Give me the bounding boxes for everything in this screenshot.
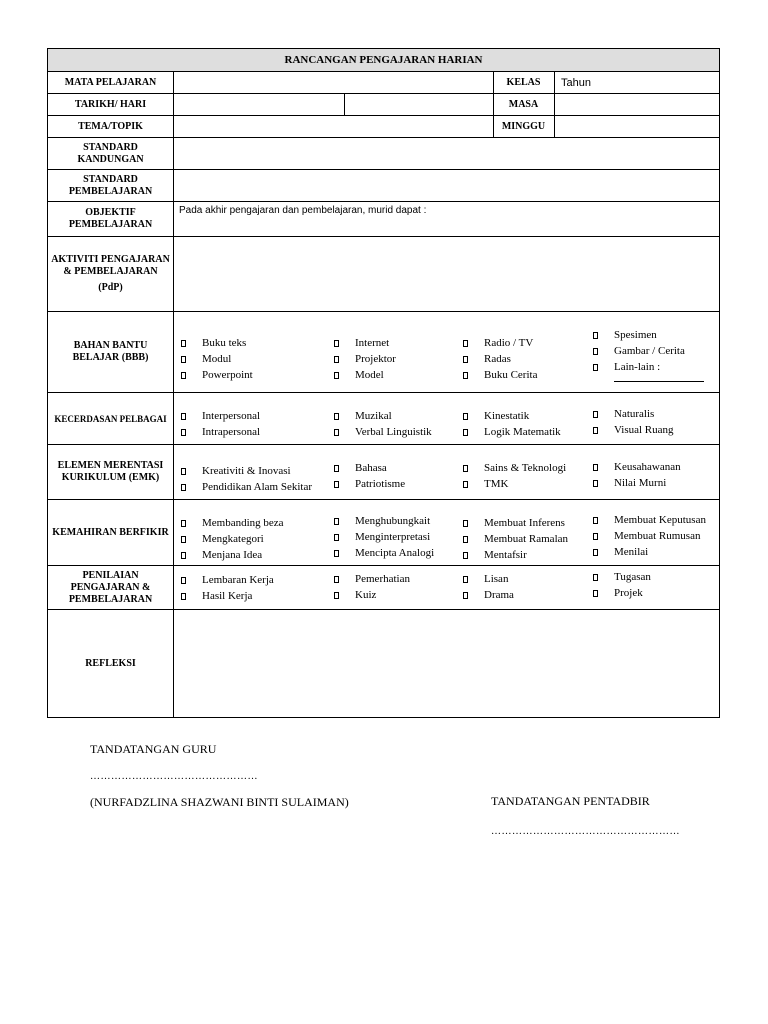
emk-option[interactable]: Sains & Teknologi	[463, 460, 566, 476]
penilaian-option[interactable]: Pemerhatian	[334, 571, 410, 587]
kecerdasan-option[interactable]: Interpersonal	[181, 408, 260, 424]
kemahiran-option[interactable]: Membuat Rumusan	[593, 528, 706, 544]
checkbox-icon[interactable]	[181, 429, 186, 436]
minggu-label: MINGGU	[501, 121, 546, 132]
checkbox-icon[interactable]	[593, 533, 598, 540]
kemahiran-option[interactable]: Mengkategori	[181, 531, 284, 547]
standard-pembelajaran-label: STANDARD PEMBELAJARAN	[48, 170, 174, 201]
kemahiran-option[interactable]: Menghubungkait	[334, 513, 434, 529]
checkbox-icon[interactable]	[463, 340, 468, 347]
penilaian-option[interactable]: Lembaran Kerja	[181, 572, 274, 588]
lain-lain-line[interactable]	[614, 375, 704, 382]
checkbox-icon[interactable]	[181, 552, 186, 559]
checkbox-icon[interactable]	[181, 520, 186, 527]
bbb-option[interactable]: Powerpoint	[181, 367, 253, 383]
checkbox-icon[interactable]	[463, 552, 468, 559]
penilaian-col-1	[181, 572, 274, 604]
checkbox-icon[interactable]	[334, 413, 339, 420]
standard-kandungan-label: STANDARD KANDUNGAN	[48, 138, 174, 169]
emk-option[interactable]: TMK	[463, 476, 566, 492]
kelas-label: KELAS	[506, 77, 541, 88]
checkbox-icon[interactable]	[463, 372, 468, 379]
checkbox-icon[interactable]	[593, 590, 598, 597]
emk-label: ELEMEN MERENTASI KURIKULUM (EMK)	[48, 445, 174, 499]
kecerdasan-option[interactable]: Visual Ruang	[593, 422, 674, 438]
bbb-col-1	[181, 335, 253, 383]
checkbox-icon[interactable]	[593, 464, 598, 471]
tema-label: TEMA/TOPIK	[48, 116, 174, 137]
bbb-option[interactable]: Gambar / Cerita	[593, 343, 704, 359]
kemahiran-option[interactable]: Menilai	[593, 544, 706, 560]
kecerdasan-option[interactable]: Verbal Linguistik	[334, 424, 432, 440]
kecerdasan-option[interactable]: Logik Matematik	[463, 424, 561, 440]
bbb-option[interactable]: Radas	[463, 351, 537, 367]
penilaian-option[interactable]: Lisan	[463, 571, 514, 587]
emk-option[interactable]: Keusahawanan	[593, 459, 681, 475]
checkbox-icon[interactable]	[334, 518, 339, 525]
checkbox-icon[interactable]	[181, 536, 186, 543]
checkbox-icon[interactable]	[463, 465, 468, 472]
checkbox-icon[interactable]	[181, 468, 186, 475]
kemahiran-col-4	[593, 512, 706, 560]
checkbox-icon[interactable]	[593, 517, 598, 524]
bbb-option[interactable]: Radio / TV	[463, 335, 537, 351]
checkbox-icon[interactable]	[334, 481, 339, 488]
refleksi-row	[48, 609, 719, 717]
kemahiran-option[interactable]: Membuat Keputusan	[593, 512, 706, 528]
pentadbir-signature-line[interactable]: ………………………………………………	[491, 826, 680, 837]
checkbox-icon[interactable]	[463, 520, 468, 527]
title-row	[48, 49, 719, 71]
penilaian-row	[48, 565, 719, 609]
bbb-option[interactable]: Projektor	[334, 351, 396, 367]
checkbox-icon[interactable]	[334, 340, 339, 347]
kecerdasan-option[interactable]: Naturalis	[593, 406, 674, 422]
kemahiran-option[interactable]: Menjana Idea	[181, 547, 284, 563]
guru-signature-label: TANDATANGAN GURU	[90, 742, 217, 756]
kemahiran-col-1	[181, 515, 284, 563]
checkbox-icon[interactable]	[181, 356, 186, 363]
kecerdasan-label: KECERDASAN PELBAGAI	[48, 393, 174, 444]
bbb-col-2	[334, 335, 396, 383]
lesson-plan-form	[47, 48, 720, 718]
kelas-value[interactable]: Tahun	[561, 76, 591, 89]
form-title: RANCANGAN PENGAJARAN HARIAN	[48, 49, 719, 71]
emk-col-1	[181, 463, 312, 495]
bbb-option[interactable]: Internet	[334, 335, 396, 351]
checkbox-icon[interactable]	[334, 465, 339, 472]
checkbox-icon[interactable]	[334, 534, 339, 541]
tarikh-row	[48, 93, 719, 115]
emk-row	[48, 444, 719, 499]
penilaian-option[interactable]: Kuiz	[334, 587, 410, 603]
checkbox-icon[interactable]	[463, 413, 468, 420]
mata-pelajaran-row	[48, 71, 719, 93]
emk-option[interactable]: Pendidikan Alam Sekitar	[181, 479, 312, 495]
checkbox-icon[interactable]	[181, 413, 186, 420]
kemahiran-col-2	[334, 513, 434, 561]
checkbox-icon[interactable]	[593, 427, 598, 434]
checkbox-icon[interactable]	[593, 332, 598, 339]
checkbox-icon[interactable]	[463, 481, 468, 488]
checkbox-icon[interactable]	[334, 372, 339, 379]
objektif-label: OBJEKTIF PEMBELAJARAN	[48, 202, 174, 236]
emk-col-4	[593, 459, 681, 491]
checkbox-icon[interactable]	[181, 484, 186, 491]
emk-option[interactable]: Nilai Murni	[593, 475, 681, 491]
kemahiran-option[interactable]: Mencipta Analogi	[334, 545, 434, 561]
guru-signature-line[interactable]: …………………………………………	[90, 771, 258, 782]
penilaian-option[interactable]: Tugasan	[593, 569, 651, 585]
emk-col-3	[463, 460, 566, 492]
objektif-value[interactable]: Pada akhir pengajaran dan pembelajaran, murid dapat :	[179, 205, 427, 216]
masa-label: MASA	[508, 99, 539, 110]
penilaian-option[interactable]: Projek	[593, 585, 651, 601]
bbb-row	[48, 311, 719, 392]
bbb-col-3	[463, 335, 537, 383]
penilaian-col-4	[593, 569, 651, 601]
checkbox-icon[interactable]	[334, 550, 339, 557]
kemahiran-row	[48, 499, 719, 565]
kecerdasan-col-4	[593, 406, 674, 438]
aktiviti-label-cell	[48, 237, 174, 311]
emk-col-2	[334, 460, 405, 492]
pentadbir-signature-label: TANDATANGAN PENTADBIR	[491, 794, 650, 808]
kecerdasan-row	[48, 392, 719, 444]
kemahiran-option[interactable]: Membanding beza	[181, 515, 284, 531]
kemahiran-label: KEMAHIRAN BERFIKIR	[48, 500, 174, 565]
bbb-option[interactable]: Buku teks	[181, 335, 253, 351]
checkbox-icon[interactable]	[334, 592, 339, 599]
checkbox-icon[interactable]	[463, 356, 468, 363]
refleksi-label: REFLEKSI	[48, 610, 174, 717]
bbb-option[interactable]: Model	[334, 367, 396, 383]
checkbox-icon[interactable]	[181, 593, 186, 600]
bbb-option[interactable]: Spesimen	[593, 327, 704, 343]
kemahiran-option[interactable]: Mentafsir	[463, 547, 568, 563]
emk-option[interactable]: Patriotisme	[334, 476, 405, 492]
kecerdasan-option[interactable]: Kinestatik	[463, 408, 561, 424]
kecerdasan-col-2	[334, 408, 432, 440]
kemahiran-col-3	[463, 515, 568, 563]
penilaian-col-3	[463, 571, 514, 603]
penilaian-option[interactable]: Hasil Kerja	[181, 588, 274, 604]
mata-pelajaran-label: MATA PELAJARAN	[48, 72, 174, 93]
checkbox-icon[interactable]	[593, 364, 598, 371]
bbb-col-4	[593, 327, 704, 382]
kecerdasan-option[interactable]: Intrapersonal	[181, 424, 260, 440]
checkbox-icon[interactable]	[593, 348, 598, 355]
kemahiran-option[interactable]: Membuat Ramalan	[463, 531, 568, 547]
standard-pembelajaran-row	[48, 169, 719, 201]
checkbox-icon[interactable]	[181, 372, 186, 379]
bbb-option[interactable]: Buku Cerita	[463, 367, 537, 383]
bbb-option[interactable]: Lain-lain :	[593, 359, 704, 375]
aktiviti-label: AKTIVITI PENGAJARAN & PEMBELAJARAN	[51, 254, 170, 277]
checkbox-icon[interactable]	[181, 340, 186, 347]
bbb-label: BAHAN BANTU BELAJAR (BBB)	[48, 312, 174, 392]
checkbox-icon[interactable]	[463, 592, 468, 599]
checkbox-icon[interactable]	[334, 429, 339, 436]
checkbox-icon[interactable]	[334, 356, 339, 363]
penilaian-label: PENILAIAN PENGAJARAN & PEMBELAJARAN	[48, 566, 174, 609]
kecerdasan-col-1	[181, 408, 260, 440]
checkbox-icon[interactable]	[181, 577, 186, 584]
checkbox-icon[interactable]	[593, 574, 598, 581]
tarikh-label: TARIKH/ HARI	[48, 94, 174, 115]
objektif-row	[48, 201, 719, 236]
kecerdasan-option[interactable]: Muzikal	[334, 408, 432, 424]
kecerdasan-col-3	[463, 408, 561, 440]
checkbox-icon[interactable]	[463, 576, 468, 583]
emk-option[interactable]: Kreativiti & Inovasi	[181, 463, 312, 479]
checkbox-icon[interactable]	[463, 429, 468, 436]
bbb-option[interactable]: Modul	[181, 351, 253, 367]
penilaian-option[interactable]: Drama	[463, 587, 514, 603]
tema-row	[48, 115, 719, 137]
aktiviti-pdp-label: (PdP)	[98, 282, 123, 293]
checkbox-icon[interactable]	[593, 480, 598, 487]
standard-kandungan-row	[48, 137, 719, 169]
penilaian-col-2	[334, 571, 410, 603]
kemahiran-option[interactable]: Membuat Inferens	[463, 515, 568, 531]
checkbox-icon[interactable]	[334, 576, 339, 583]
checkbox-icon[interactable]	[593, 411, 598, 418]
checkbox-icon[interactable]	[593, 549, 598, 556]
guru-name: (NURFADZLINA SHAZWANI BINTI SULAIMAN)	[90, 795, 349, 809]
aktiviti-row	[48, 236, 719, 311]
kemahiran-option[interactable]: Menginterpretasi	[334, 529, 434, 545]
emk-option[interactable]: Bahasa	[334, 460, 405, 476]
checkbox-icon[interactable]	[463, 536, 468, 543]
